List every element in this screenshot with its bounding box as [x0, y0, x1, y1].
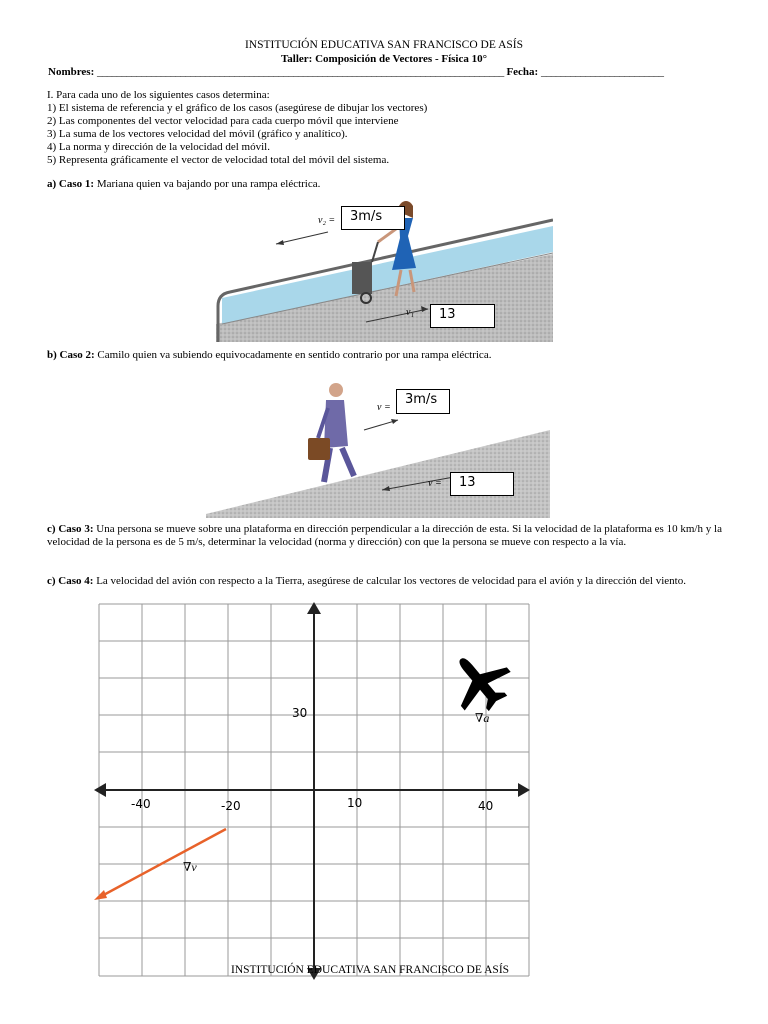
case2-v-label: v = — [377, 402, 391, 413]
instructions-intro: I. Para cada uno de los siguientes casos determina: — [47, 89, 270, 101]
case1-text: a) Caso 1: Mariana quien va bajando por una rampa eléctrica. — [47, 178, 321, 190]
institution-title: INSTITUCIÓN EDUCATIVA SAN FRANCISCO DE ASÍS — [244, 39, 524, 51]
case3-text: c) Caso 3: Una persona se mueve sobre una plataforma en dirección perpendicular a la dirección de esta. Si la velocidad de la plataforma es 10 km/h y la velocidad de la persona es de 5 m/s, determinar la velocidad (norma y dirección) con que la persona se mueve con respecto a la vía. — [47, 523, 722, 548]
case4-text: c) Caso 4: La velocidad del avión con respecto a la Tierra, asegúrese de calcular los vectores de velocidad para el avión y la dirección del viento. — [47, 575, 686, 587]
instructions — [47, 89, 427, 167]
names-row — [48, 66, 663, 79]
instruction-item: 2) Las componentes del vector velocidad para cada cuerpo móvil que interviene — [47, 115, 399, 127]
wind-vector-head — [94, 890, 107, 900]
x-axis-arrow-left — [94, 783, 106, 797]
case2-v2-label: v = — [428, 478, 442, 489]
footer-institution: INSTITUCIÓN EDUCATIVA SAN FRANCISCO DE ASÍS — [231, 964, 510, 976]
date-line[interactable]: _________________________ — [540, 66, 664, 78]
instruction-item: 3) La suma de los vectores velocidad del móvil (gráfico y analítico). — [47, 128, 348, 140]
case4-label: c) Caso 4: — [47, 575, 94, 587]
names-label: Nombres: — [48, 66, 95, 78]
x-label-neg40: -40 — [131, 797, 151, 811]
case3-label: c) Caso 3: — [47, 523, 94, 535]
case2-illustration — [206, 376, 550, 518]
x-label-40: 40 — [478, 799, 494, 813]
grid-svg — [90, 598, 532, 982]
y-label-30: 30 — [292, 706, 308, 720]
escalator-up-image — [206, 376, 550, 518]
x-axis-arrow-right — [518, 783, 530, 797]
wind-vector-label: ∇v — [183, 860, 197, 874]
case1-v2-label: v₂ = — [318, 215, 336, 226]
instruction-item: 1) El sistema de referencia y el gráfico de los casos (asegúrese de dibujar los vectores) — [47, 102, 428, 114]
plane-vector-label: ∇a — [475, 711, 490, 725]
instruction-item: 5) Representa gráficamente el vector de velocidad total del móvil del sistema. — [47, 154, 390, 166]
x-label-10: 10 — [347, 796, 363, 810]
case1-v2-answer-box[interactable]: 3m/s — [341, 206, 405, 230]
case2-v-answer-box[interactable]: 3m/s — [396, 389, 450, 414]
case1-label: a) Caso 1: — [47, 178, 95, 190]
case2-text: b) Caso 2: Camilo quien va subiendo equivocadamente en sentido contrario por una rampa eléctrica. — [47, 349, 492, 361]
case2-label: b) Caso 2: — [47, 349, 95, 361]
vector-graph — [90, 598, 532, 982]
case1-v1-label: v₁ — [406, 307, 414, 318]
case1-v1-answer-box[interactable]: 13 — [430, 304, 495, 328]
case2-v2-answer-box[interactable]: 13 — [450, 472, 514, 496]
date-label: Fecha: — [506, 66, 539, 78]
names-line[interactable]: ___________________________________________________________________________________ — [96, 66, 504, 78]
instruction-item: 4) La norma y dirección de la velocidad del móvil. — [47, 141, 270, 153]
x-label-neg20: -20 — [221, 799, 241, 813]
workshop-title: Taller: Composición de Vectores - Física 10° — [280, 53, 488, 65]
